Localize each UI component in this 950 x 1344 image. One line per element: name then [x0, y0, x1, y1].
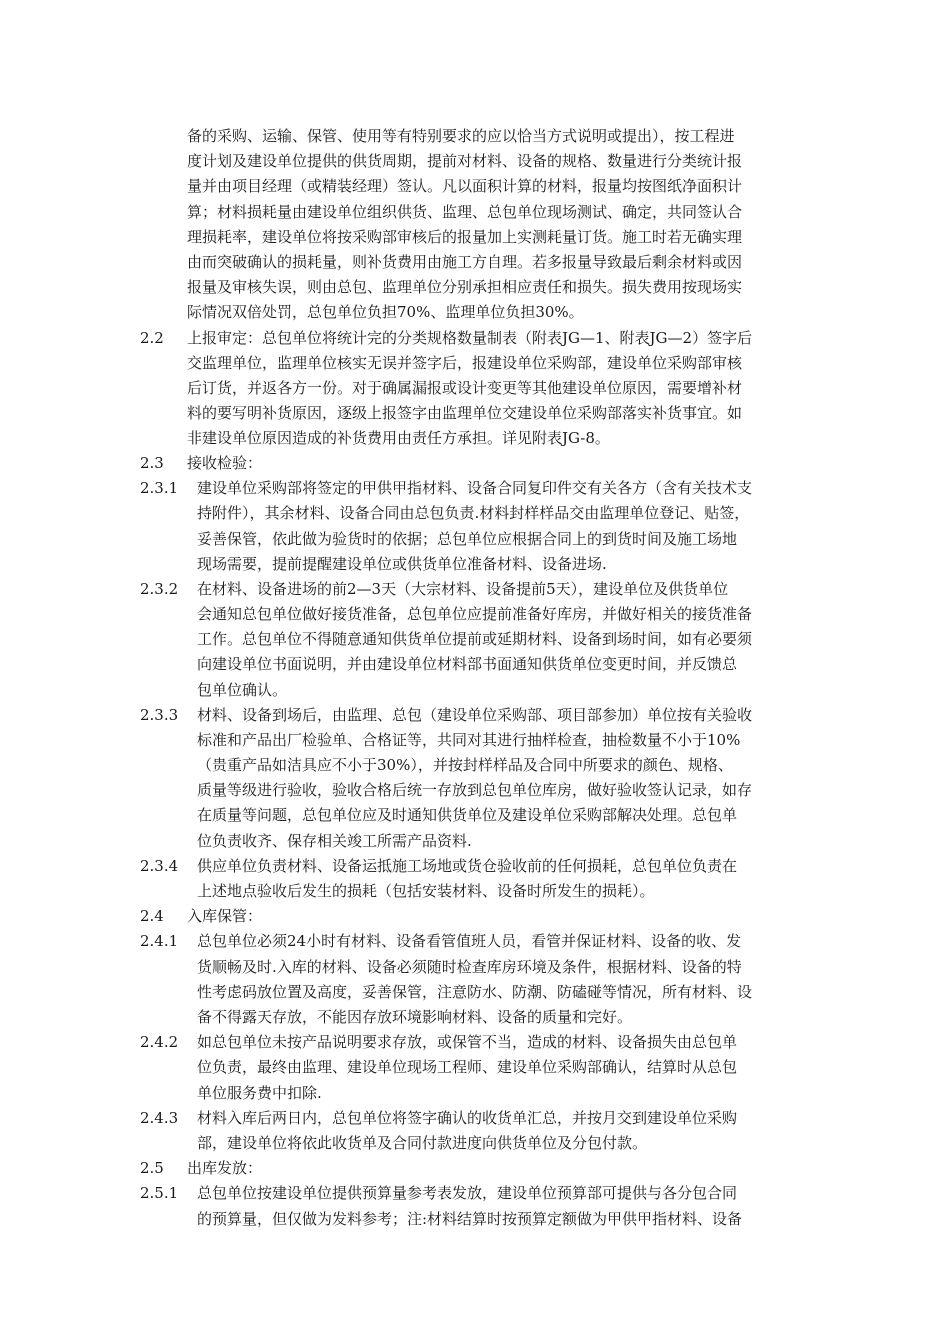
text-line: 供应单位负责材料、设备运抵施工场地或货仓验收前的任何损耗，总包单位负责在 [197, 857, 738, 875]
section-heading: 入库保管： [187, 907, 263, 925]
text-line: 妥善保管，依此做为验货时的依据；总包单位应根据合同上的到货时间及施工场地 [197, 530, 738, 548]
text-line: 报量及审核失误，则由总包、监理单位分别承担相应责任和损失。损失费用按现场实 [187, 278, 743, 296]
text-line: 建设单位采购部将签定的甲供甲指材料、设备合同复印件交有关各方（含有关技术支 [197, 479, 753, 497]
text-line: 总包单位必须24小时有材料、设备看管值班人员，看管并保证材料、设备的收、发 [197, 932, 742, 950]
text-line: （贵重产品如洁具应不小于30%），并按封样样品及合同中所要求的颜色、规格、 [197, 756, 733, 774]
text-line: 的预算量，但仅做为发料参考；注:材料结算时按预算定额做为甲供甲指材料、设备 [197, 1210, 743, 1228]
text-line: 后订货，并返各方一份。对于确属漏报或设计变更等其他建设单位原因，需要增补材 [187, 379, 743, 397]
text-line: 标准和产品出厂检验单、合格证等，共同对其进行抽样检查，抽检数量不小于10% [197, 731, 741, 749]
text-line: 非建设单位原因造成的补货费用由责任方承担。详见附表JG-8。 [187, 429, 610, 447]
text-line: 现场需要，提前提醒建设单位或供货单位准备材料、设备进场. [197, 555, 607, 573]
text-line: 工作。总包单位不得随意通知供货单位提前或延期材料、设备到场时间，如有必要须 [197, 630, 753, 648]
text-line: 际情况双倍处罚，总包单位负担70%、监理单位负担30%。 [187, 303, 584, 321]
text-line: 部，建设单位将依此收货单及合同付款进度向供货单位及分包付款。 [197, 1134, 648, 1152]
text-line: 总包单位按建设单位提供预算量参考表发放，建设单位预算部可提供与各分包合同 [197, 1184, 738, 1202]
text-line: 向建设单位书面说明，并由建设单位材料部书面通知供货单位变更时间，并反馈总 [197, 655, 738, 673]
text-line: 备的采购、运输、保管、使用等有特别要求的应以恰当方式说明或提出），按工程进 [187, 127, 735, 145]
text-line: 持附件），其余材料、设备合同由总包负责.材料封样样品交由监理单位登记、贴签， [197, 504, 750, 522]
section-number: 2.3.2 [140, 580, 179, 598]
text-line: 由而突破确认的损耗量，则补货费用由施工方自理。若多报量导致最后剩余材料或因 [187, 253, 743, 271]
section-number: 2.3.1 [140, 479, 179, 497]
text-line: 交监理单位，监理单位核实无误并签字后，报建设单位采购部，建设单位采购部审核 [187, 354, 743, 372]
text-line: 位负责收齐、保存相关竣工所需产品资料. [197, 832, 472, 850]
text-line: 单位服务费中扣除. [197, 1084, 322, 1102]
text-line: 备不得露天存放，不能因存放环境影响材料、设备的质量和完好。 [197, 1008, 633, 1026]
section-number: 2.4 [140, 907, 164, 925]
text-line: 量并由项目经理（或精装经理）签认。凡以面积计算的材料，报量均按图纸净面积计 [187, 177, 743, 195]
section-number: 2.5 [140, 1159, 164, 1177]
section-number: 2.3.3 [140, 706, 179, 724]
text-line: 包单位确认。 [197, 681, 288, 699]
text-line: 货顺畅及时.入库的材料、设备必须随时检查库房环境及条件，根据材料、设备的特 [197, 958, 742, 976]
section-number: 2.4.3 [140, 1109, 179, 1127]
section-number: 2.3 [140, 454, 164, 472]
section-heading: 出库发放： [187, 1159, 263, 1177]
text-line: 度计划及建设单位提供的供货周期，提前对材料、设备的规格、数量进行分类统计报 [187, 152, 743, 170]
text-line: 会通知总包单位做好接货准备，总包单位应提前准备好库房，并做好相关的接货准备 [197, 605, 753, 623]
section-heading: 接收检验： [187, 454, 263, 472]
text-line: 在材料、设备进场的前2—3天（大宗材料、设备提前5天），建设单位及供货单位 [197, 580, 729, 598]
text-line: 位负责，最终由监理、建设单位现场工程师、建设单位采购部确认，结算时从总包 [197, 1058, 738, 1076]
text-line: 上报审定：总包单位将统计完的分类规格数量制表（附表JG—1、附表JG—2）签字后 [187, 329, 753, 347]
text-line: 上述地点验收后发生的损耗（包括安装材料、设备时所发生的损耗）。 [197, 882, 655, 900]
text-line: 在质量等问题，总包单位应及时通知供货单位及建设单位采购部解决处理。总包单 [197, 806, 738, 824]
text-line: 材料入库后两日内，总包单位将签字确认的收货单汇总，并按月交到建设单位采购 [197, 1109, 738, 1127]
section-number: 2.4.2 [140, 1033, 179, 1051]
text-line: 材料、设备到场后，由监理、总包（建设单位采购部、项目部参加）单位按有关验收 [197, 706, 753, 724]
text-line: 质量等级进行验收，验收合格后统一存放到总包单位库房，做好验收签认记录，如存 [197, 781, 753, 799]
text-line: 料的要写明补货原因，逐级上报签字由监理单位交建设单位采购部落实补货事宜。如 [187, 404, 743, 422]
text-line: 性考虑码放位置及高度，妥善保管，注意防水、防潮、防磕碰等情况，所有材料、设 [197, 983, 753, 1001]
section-number: 2.5.1 [140, 1184, 179, 1202]
text-line: 理损耗率，建设单位将按采购部审核后的报量加上实测耗量订货。施工时若无确实理 [187, 228, 743, 246]
section-number: 2.3.4 [140, 857, 179, 875]
section-number: 2.2 [140, 329, 164, 347]
text-line: 算；材料损耗量由建设单位组织供货、监理、总包单位现场测试、确定，共同签认合 [187, 203, 743, 221]
text-line: 如总包单位未按产品说明要求存放，或保管不当，造成的材料、设备损失由总包单 [197, 1033, 738, 1051]
section-number: 2.4.1 [140, 932, 179, 950]
